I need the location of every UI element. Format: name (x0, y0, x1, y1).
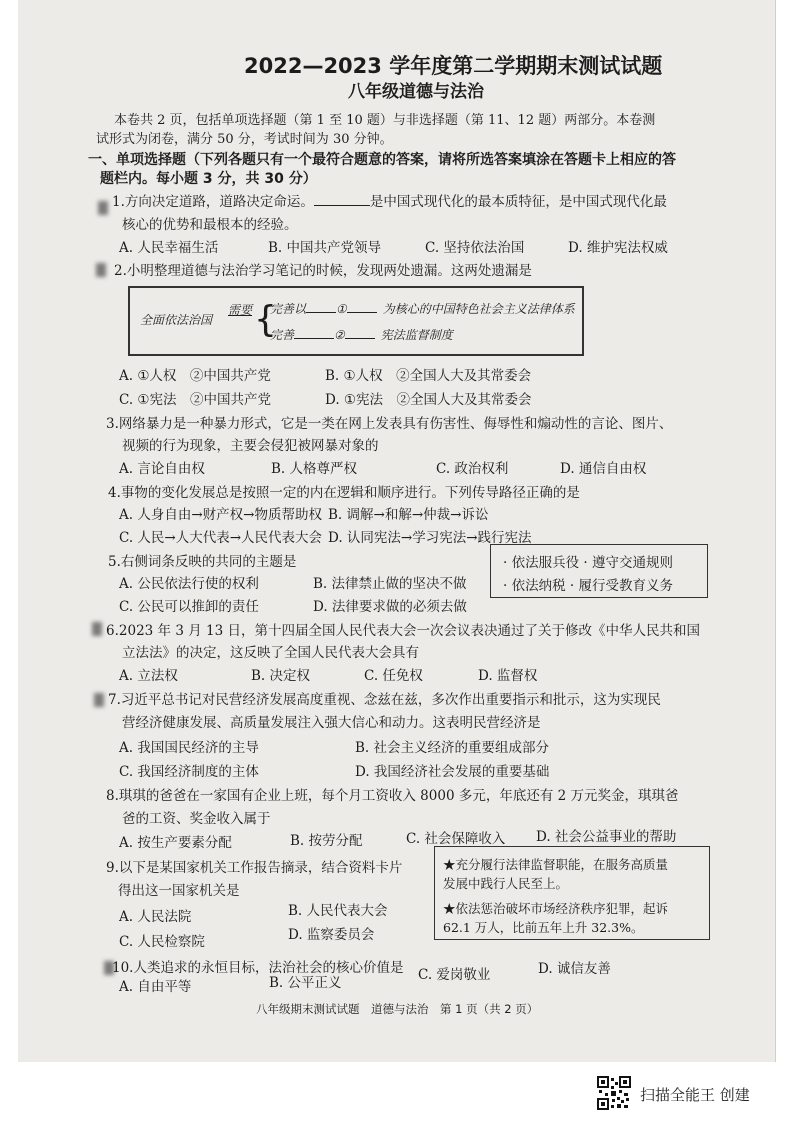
q9-card-line-2: 发展中践行人民至上。 (443, 876, 569, 891)
pen-mark (98, 201, 108, 215)
qr-code-icon (597, 1076, 631, 1110)
notes-topic: 全面依法治国 (140, 313, 213, 327)
question-number: 9. (106, 860, 119, 876)
q4-option-b: B. 调解→和解→仲裁→诉讼 (328, 507, 489, 523)
q10-option-a: A. 自由平等 (119, 979, 192, 995)
q9-option-d: D. 监察委员会 (288, 927, 375, 943)
exam-paper (18, 0, 776, 1062)
question-number: 3. (106, 416, 119, 432)
q7-option-c: C. 我国经济制度的主体 (119, 764, 259, 780)
question-8-line-2: 爸的工资、奖金收入属于 (122, 811, 271, 827)
q8-option-b: B. 按劳分配 (290, 833, 363, 849)
q2-option-d: D. ①宪法 ②全国人大及其常委会 (325, 392, 532, 408)
question-number: 6. (106, 623, 119, 639)
q7-option-a: A. 我国国民经济的主导 (119, 740, 259, 756)
q4-option-a: A. 人身自由→财产权→物质帮助权 (119, 507, 322, 523)
question-1-text-b: 是中国式现代化的最本质特征，是中国式现代化最 (369, 194, 667, 210)
q5-terms-card (490, 544, 708, 598)
question-number: 5. (108, 554, 121, 570)
notes-row-1: 完善以 ① 为核心的中国特色社会主义法律体系 (270, 302, 575, 316)
q5-option-c: C. 公民可以推卸的责任 (119, 599, 259, 615)
question-number: 4. (108, 485, 121, 501)
question-number: 1. (112, 194, 125, 210)
intro-line-2: 试形式为闭卷，满分 50 分，考试时间为 30 分钟。 (96, 132, 393, 147)
page-footer: 八年级期末测试试题 道德与法治 第 1 页（共 2 页） (256, 1002, 539, 1016)
q10-option-b: B. 公平正义 (269, 975, 342, 991)
question-7-text: 习近平总书记对民营经济发展高度重视、念兹在兹，多次作出重要指示和批示，这为实现民 (120, 692, 661, 708)
q2-option-c: C. ①宪法 ②中国共产党 (119, 392, 272, 408)
question-7 (108, 688, 661, 708)
q9-card-line-3: ★依法惩治破坏市场经济秩序犯罪，起诉 (443, 901, 669, 916)
question-6 (106, 619, 700, 639)
q2-option-b: B. ①人权 ②全国人大及其常委会 (325, 368, 532, 384)
question-10 (112, 956, 403, 976)
q9-option-b: B. 人民代表大会 (288, 903, 388, 919)
answer-blank (314, 193, 370, 206)
q5-card-line-1: · 依法服兵役 · 遵守交通规则 (503, 555, 673, 571)
question-3-text: 网络暴力是一种暴力形式，它是一类在网上发表具有伤害性、侮辱性和煽动性的言论、图片、 (118, 416, 673, 432)
q3-option-a: A. 言论自由权 (119, 461, 205, 477)
question-7-line-2: 营经济健康发展、高质量发展注入强大信心和动力。这表明民营经济是 (122, 715, 541, 731)
q3-option-b: B. 人格尊严权 (271, 461, 358, 477)
question-3 (106, 412, 672, 432)
q5-option-d: D. 法律要求做的必须去做 (313, 599, 467, 615)
q8-option-c: C. 社会保障收入 (406, 831, 506, 847)
pen-mark (92, 622, 102, 636)
q9-card-line-1: ★充分履行法律监督职能，在服务高质量 (443, 857, 669, 872)
q2-option-a: A. ①人权 ②中国共产党 (119, 368, 271, 384)
q3-option-c: C. 政治权利 (436, 461, 509, 477)
q6-option-d: D. 监督权 (478, 668, 538, 684)
question-number: 2. (114, 263, 127, 279)
exam-subtitle: 八年级道德与法治 (348, 82, 484, 102)
question-9 (106, 856, 402, 876)
q5-option-a: A. 公民依法行使的权利 (119, 576, 259, 592)
question-6-text: 2023 年 3 月 13 日，第十四届全国人民代表大会一次会议表决通过了关于修改《中华人民共和国 (118, 623, 700, 639)
question-1-text-a: 方向决定道路，道路决定命运。 (124, 194, 314, 210)
question-4-text: 事物的变化发展总是按照一定的内在逻辑和顺序进行。下列传导路径正确的是 (120, 485, 580, 501)
q8-option-d: D. 社会公益事业的帮助 (536, 829, 677, 845)
question-9-text: 以下是某国家机关工作报告摘录，结合资料卡片 (118, 860, 403, 876)
q5-card-line-2: · 依法纳税 · 履行受教育义务 (503, 578, 673, 594)
q1-option-d: D. 维护宪法权威 (568, 240, 668, 256)
pen-mark (94, 693, 104, 707)
q9-card-line-4: 62.1 万人，比前五年上升 32.3%。 (443, 920, 644, 935)
q9-option-a: A. 人民法院 (119, 909, 192, 925)
question-number: 8. (106, 788, 119, 804)
q8-option-a: A. 按生产要素分配 (119, 835, 232, 851)
question-6-line-2: 立法法》的决定，这反映了全国人民代表大会具有 (122, 645, 419, 661)
question-8 (106, 784, 679, 804)
pen-mark (96, 263, 106, 277)
q4-option-d: D. 认同宪法→学习宪法→践行宪法 (328, 530, 532, 546)
q6-option-b: B. 决定权 (251, 668, 311, 684)
question-1 (112, 190, 667, 210)
q6-option-c: C. 任免权 (364, 668, 423, 684)
question-8-text: 琪琪的爸爸在一家国有企业上班，每个月工资收入 8000 多元，年底还有 2 万元奖金，琪琪爸 (118, 788, 679, 804)
section-heading-line-2: 题栏内。每小题 3 分，共 30 分） (100, 171, 317, 187)
scanner-watermark: 扫描全能王 创建 (640, 1086, 750, 1104)
question-4 (108, 481, 580, 501)
q3-option-d: D. 通信自由权 (560, 461, 647, 477)
question-9-line-2: 得出这一国家机关是 (118, 883, 240, 899)
q7-option-b: B. 社会主义经济的重要组成部分 (355, 740, 550, 756)
question-number: 7. (108, 692, 121, 708)
question-5 (108, 550, 296, 570)
section-heading-line-1: 一、单项选择题（下列各题只有一个最符合题意的答案，请将所选答案填涂在答题卡上相应的答 (88, 152, 676, 168)
q4-option-c: C. 人民→人大代表→人民代表大会 (119, 530, 323, 546)
notes-need-label: 需要 (228, 303, 253, 317)
q1-option-a: A. 人民幸福生活 (119, 240, 219, 256)
exam-title: 2022—2023 学年度第二学期期末测试试题 (244, 54, 663, 78)
question-number: 10. (112, 960, 134, 976)
blank-mark-2: ② (334, 328, 345, 342)
question-2 (114, 259, 532, 279)
q6-option-a: A. 立法权 (119, 668, 178, 684)
question-1-line-2: 核心的优势和最根本的经验。 (122, 217, 298, 233)
q5-option-b: B. 法律禁止做的坚决不做 (313, 576, 467, 592)
question-10-text: 人类追求的永恒目标，法治社会的核心价值是 (133, 960, 404, 976)
q1-option-b: B. 中国共产党领导 (268, 240, 382, 256)
question-2-text: 小明整理道德与法治学习笔记的时候，发现两处遗漏。这两处遗漏是 (126, 263, 532, 279)
q10-option-c: C. 爱岗敬业 (418, 967, 491, 983)
q9-option-c: C. 人民检察院 (119, 934, 205, 950)
intro-line-1: 本卷共 2 页，包括单项选择题（第 1 至 10 题）与非选择题（第 11、12 题）两部分。本卷测 (114, 113, 656, 128)
q10-option-d: D. 诚信友善 (538, 961, 611, 977)
question-5-text: 右侧词条反映的共同的主题是 (120, 554, 297, 570)
q1-option-c: C. 坚持依法治国 (425, 240, 525, 256)
blank-mark-1: ① (336, 302, 347, 316)
q9-report-card (434, 846, 710, 940)
notes-box (128, 286, 584, 356)
notes-row-2: 完善 ② 宪法监督制度 (270, 328, 453, 342)
question-3-line-2: 视频的行为现象，主要会侵犯被网暴对象的 (122, 438, 379, 454)
curly-brace: { (254, 299, 277, 340)
q7-option-d: D. 我国经济社会发展的重要基础 (355, 764, 550, 780)
